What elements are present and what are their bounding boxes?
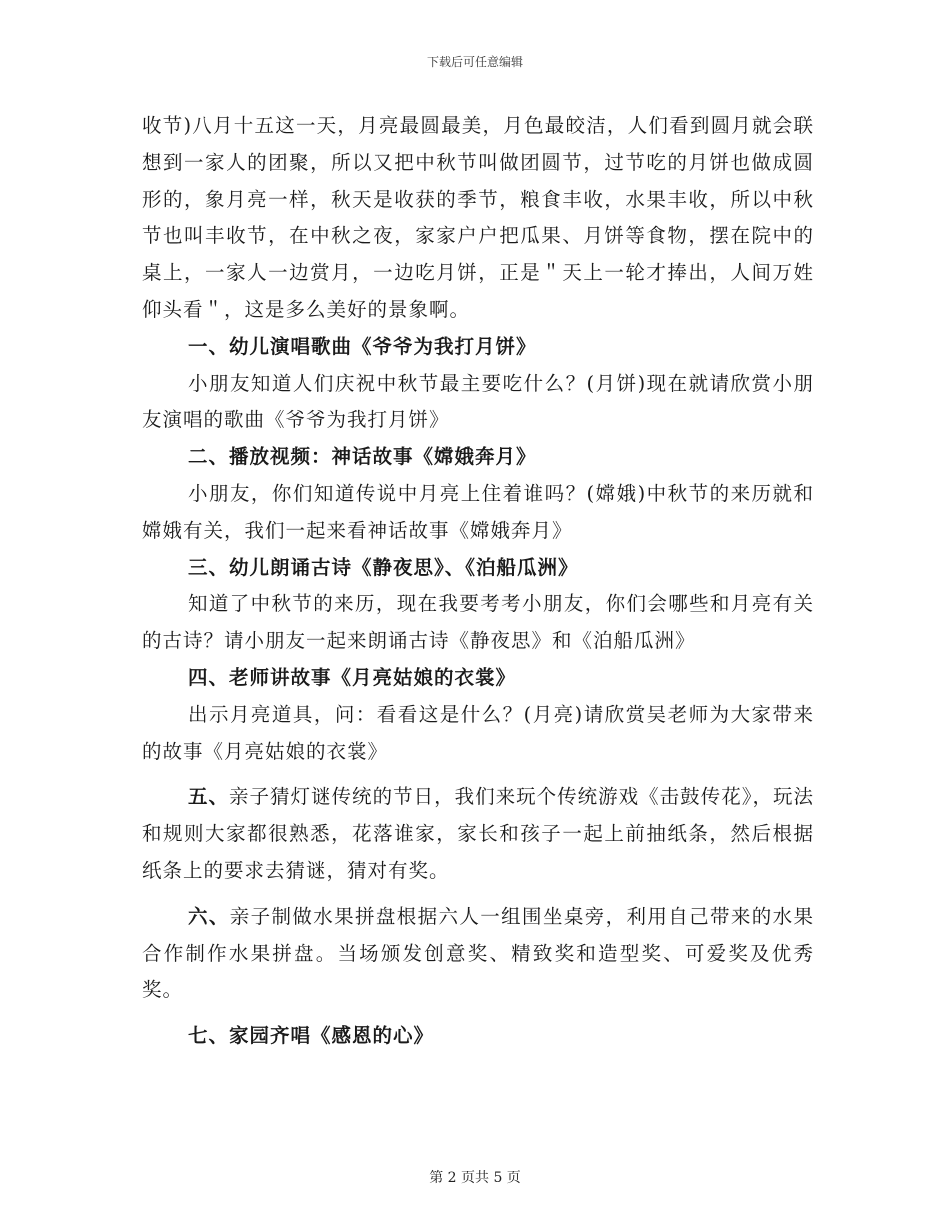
section-6-paragraph (142, 899, 814, 1009)
page-footer: 第 2 页共 5 页 (429, 1170, 521, 1186)
section-6-text: 亲子制做水果拼盘根据六人一组围坐桌旁，利用自己带来的水果合作制作水果拼盘。当场颁发创意奖、精致奖和造型奖、可爱奖及优秀奖。 (142, 904, 814, 1002)
section-1-body: 小朋友知道人们庆祝中秋节最主要吃什么？(月饼)现在就请欣赏小朋友演唱的歌曲《爷爷为我打月饼》 (142, 371, 814, 432)
section-4-body: 出示月亮道具，问：看看这是什么？(月亮)请欣赏吴老师为大家带来的故事《月亮姑娘的衣裳》 (142, 702, 814, 763)
section-2-heading: 二、播放视频：神话故事《嫦娥奔月》 (188, 445, 537, 469)
section-6-label: 六、 (188, 904, 230, 928)
intro-paragraph: 收节)八月十五这一天，月亮最圆最美，月色最皎洁，人们看到圆月就会联想到一家人的团聚，所以又把中秋节叫做团圆节，过节吃的月饼也做成圆形的，象月亮一样，秋天是收获的季节，粮食丰收，水果丰收，所以中秋节也叫丰收节，在中秋之夜，家家户户把瓜果、月饼等食物，摆在院中的桌上，一家人一边赏月，一边吃月饼，正是＂天上一轮才捧出，人间万姓仰头看＂，这是多么美好的景象啊。 (142, 114, 814, 321)
section-5-label: 五、 (188, 785, 230, 809)
section-1-heading: 一、幼儿演唱歌曲《爷爷为我打月饼》 (188, 334, 537, 358)
section-3-body: 知道了中秋节的来历，现在我要考考小朋友，你们会哪些和月亮有关的古诗？请小朋友一起来朗诵古诗《静夜思》和《泊船瓜洲》 (142, 592, 814, 653)
section-7-heading: 七、家园齐唱《感恩的心》 (188, 1024, 435, 1048)
section-4-heading: 四、老师讲故事《月亮姑娘的衣裳》 (188, 665, 517, 689)
section-5-paragraph (142, 779, 814, 889)
section-3-heading: 三、幼儿朗诵古诗《静夜思》、《泊船瓜洲》 (188, 555, 579, 579)
section-5-text: 亲子猜灯谜传统的节日，我们来玩个传统游戏《击鼓传花》，玩法和规则大家都很熟悉，花落谁家，家长和孩子一起上前抽纸条，然后根据纸条上的要求去猜谜，猜对有奖。 (142, 785, 814, 882)
section-2-body: 小朋友，你们知道传说中月亮上住着谁吗？(嫦娥)中秋节的来历就和嫦娥有关，我们一起来看神话故事《嫦娥奔月》 (142, 481, 814, 542)
document-body (142, 108, 814, 1055)
page-header: 下载后可任意编辑 (426, 55, 523, 69)
